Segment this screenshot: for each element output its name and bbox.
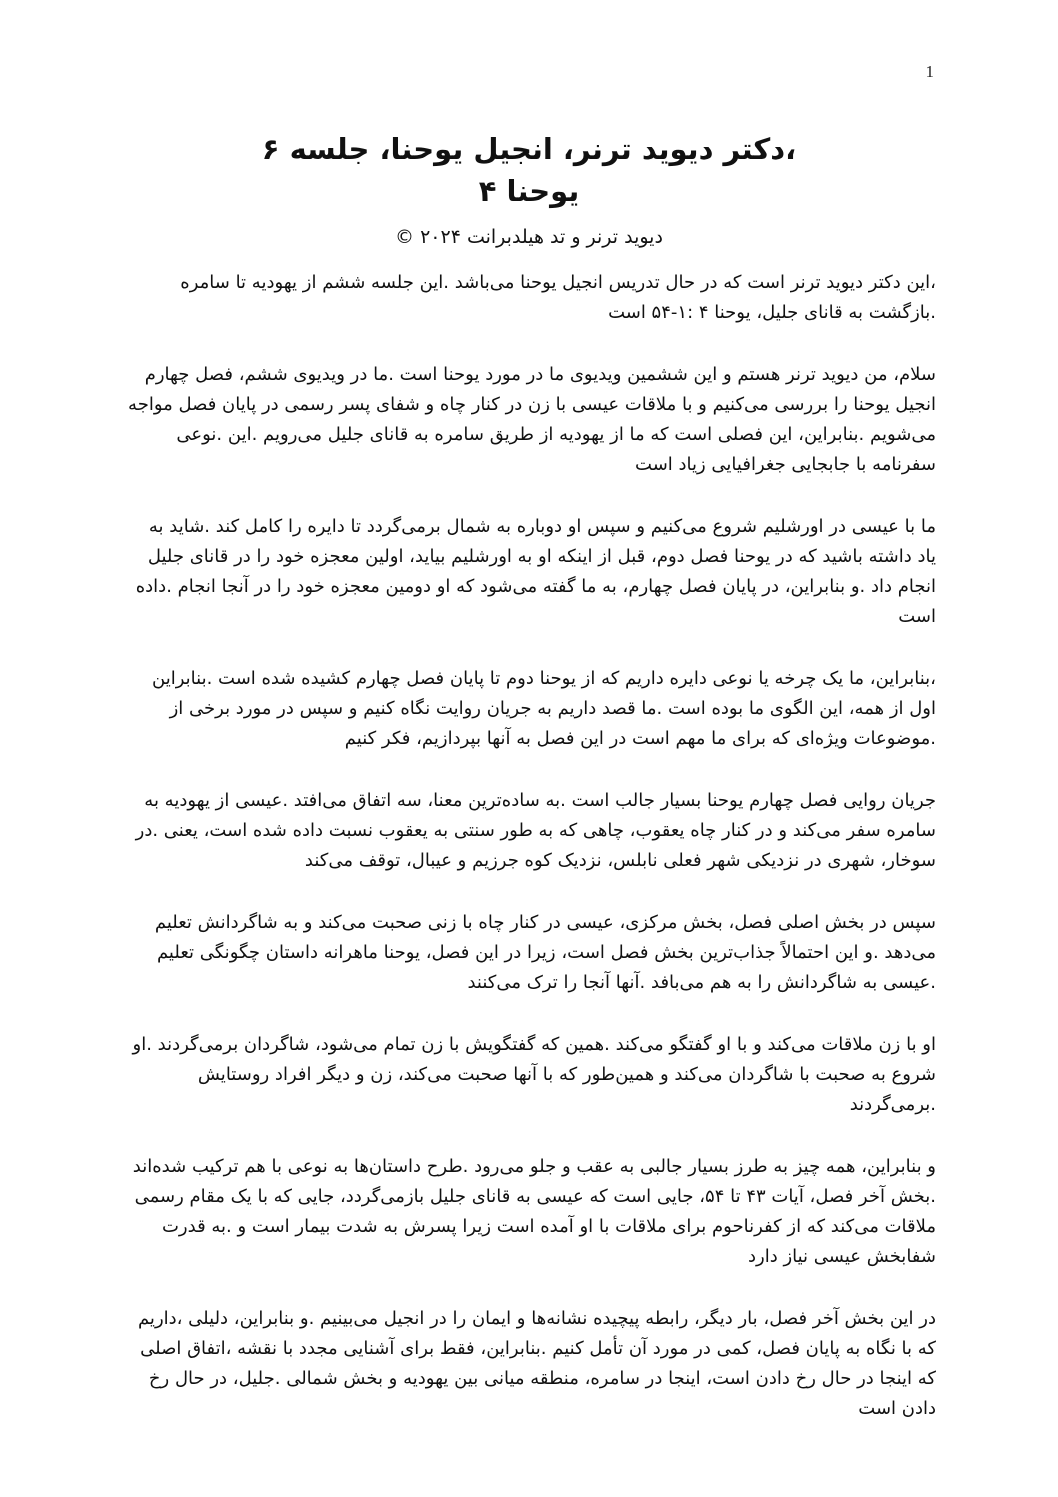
paragraph-2: سلام، من دیوید ترنر هستم و این ششمین ویدیوی ما در مورد یوحنا است .ما در ویدیوی ششم، فصل چهارم انجیل یوحنا را بررسی می‌کنیم و با ملاقات عیسی با زن در کنار چاه و شفای پسر رسمی در پایان فصل مواجه می‌شویم .بنابراین، این فصلی است که ما از یهودیه از طریق سامره به قانای جلیل می‌رویم .این .نوعی سفرنامه با جابجایی جغرافیایی زیاد است [128,364,936,475]
paragraph-4: ،بنابراین، ما یک چرخه یا نوعی دایره داریم که از یوحنا دوم تا پایان فصل چهارم کشیده شده است .بنابراین اول از همه، این الگوی ما بوده است .ما قصد داریم به جریان روایت نگاه کنیم و سپس در مورد برخی از .موضوعات ویژه‌ای که برای ما مهم است در این فصل به آنها بپردازیم، فکر کنیم [152,668,936,749]
document-body [128,268,936,1456]
paragraph-3: ما با عیسی در اورشلیم شروع می‌کنیم و سپس او دوباره به شمال برمی‌گردد تا دایره را کامل کند .شاید به یاد داشته باشید که در یوحنا فصل دوم، قبل از اینکه او به اورشلیم بیاید، اولین معجزه خود را در قانای جلیل انجام داد .و بنابراین، در پایان فصل چهارم، به ما گفته می‌شود که او دومین معجزه خود را در آنجا انجام .داده است [135,516,936,627]
title-block [130,128,928,252]
copyright-line: دیوید ترنر و تد هیلدبرانت ۲۰۲۴ © [395,226,663,248]
page-number: 1 [925,62,934,81]
paragraph-7: او با زن ملاقات می‌کند و با او گفتگو می‌کند .همین که گفتگویش با زن تمام می‌شود، شاگردان برمی‌گردند .او شروع به صحبت با شاگردان می‌کند و همین‌طور که با آنها صحبت می‌کند، زن و دیگر افراد روستایش .برمی‌گردند [132,1034,936,1115]
paragraph-9: در این بخش آخر فصل، بار دیگر، رابطه پیچیده نشانه‌ها و ایمان را در انجیل می‌بینیم .و بنابراین، دلیلی ،داریم که با نگاه به پایان فصل، کمی در مورد آن تأمل کنیم .بنابراین، فقط برای آشنایی مجدد با نقشه ،اتفاق اصلی که اینجا در حال رخ دادن است، اینجا در سامره، منطقه میانی بین یهودیه و بخش شمالی .جلیل، در حال رخ دادن است [137,1308,936,1419]
paragraph-8: و بنابراین، همه چیز به طرز بسیار جالبی به عقب و جلو می‌رود .طرح داستان‌ها به نوعی با هم ترکیب شده‌اند .بخش آخر فصل، آیات ۴۳ تا ۵۴، جایی است که عیسی به قانای جلیل بازمی‌گردد، جایی که با یک مقام رسمی ملاقات می‌کند که از کفرناحوم برای ملاقات با او آمده است زیرا پسرش به شدت بیمار است و .به قدرت شفابخش عیسی نیاز دارد [132,1156,936,1267]
document-subtitle-chapter: یوحنا ۴ [478,174,580,208]
document-title: ،دکتر دیوید ترنر، انجیل یوحنا، جلسه ۶ [261,132,797,166]
paragraph-5: جریان روایی فصل چهارم یوحنا بسیار جالب است .به ساده‌ترین معنا، سه اتفاق می‌افتد .عیسی از یهودیه به سامره سفر می‌کند و در کنار چاه یعقوب، چاهی که به طور سنتی به یعقوب نسبت داده شده است، یعنی .در سوخار، شهری در نزدیکی شهر فعلی نابلس، نزدیک کوه جرزیم و عیبال، توقف می‌کند [135,790,936,871]
paragraph-6: سپس در بخش اصلی فصل، بخش مرکزی، عیسی در کنار چاه با زنی صحبت می‌کند و به شاگردانش تعلیم می‌دهد .و این احتمالاً جذاب‌ترین بخش فصل است، زیرا در این فصل، یوحنا ماهرانه داستان چگونگی تعلیم .عیسی به شاگردانش را به هم می‌بافد .آنها آنجا را ترک می‌کنند [154,912,936,993]
paragraph-1: ،این دکتر دیوید ترنر است که در حال تدریس انجیل یوحنا می‌باشد .این جلسه ششم از یهودیه تا سامره .بازگشت به قانای جلیل، یوحنا ۴ :۱-۵۴ است [180,272,936,323]
